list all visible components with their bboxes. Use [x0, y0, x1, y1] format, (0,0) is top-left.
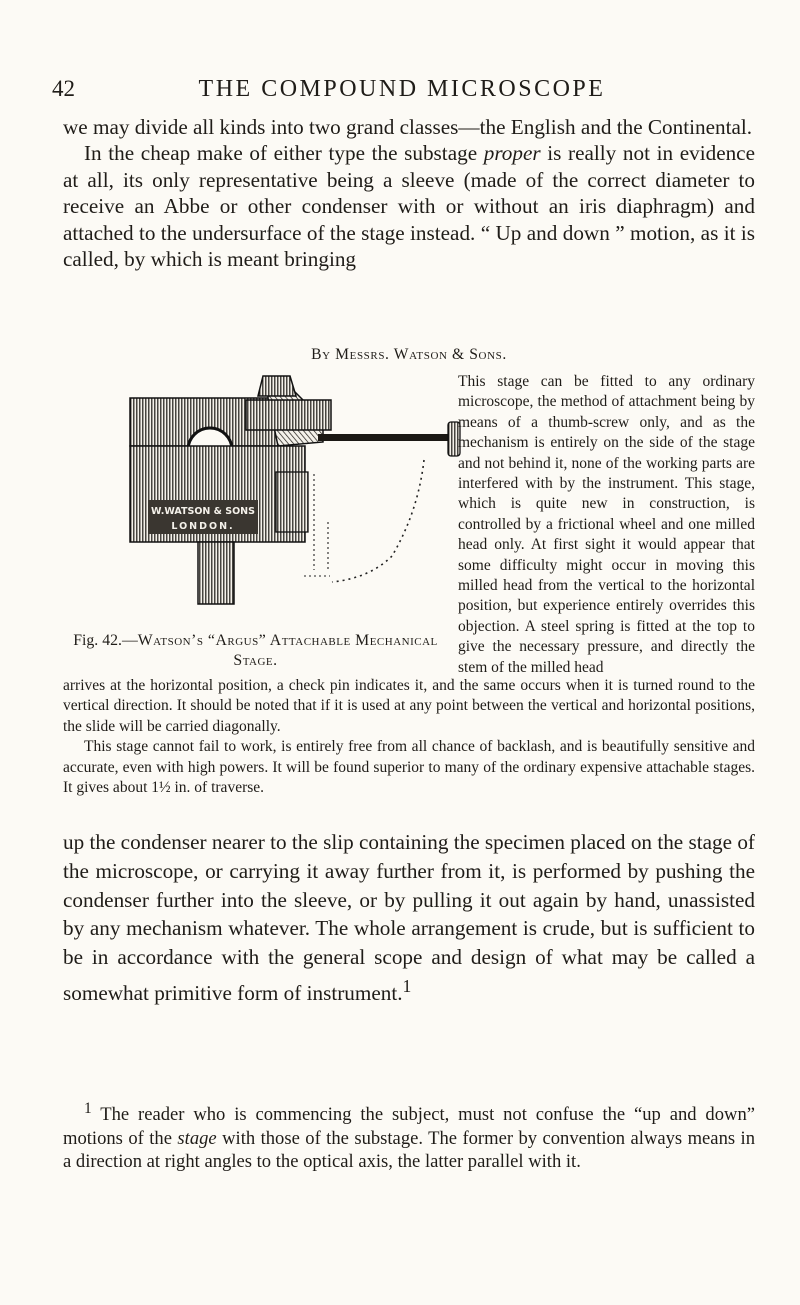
upper-body-text: [63, 114, 755, 272]
page-number: 42: [52, 76, 75, 101]
stage-bar: [318, 434, 448, 441]
figure-description-continued: arrives at the horizontal position, a check pin indicates it, and the same occurs when it is turned round to the vertical direction. It should be noted that if it is used at any point between the vertical and horizontal positions, the slide will be carried diagonally. This stage cannot fail to work, is entirely free from all chance of backlash, and is beautifully sensitive and accurate, even with high powers. It will be found superior to many of the ordinary expensive attachable stages. It gives about 1½ in. of traverse.: [63, 677, 755, 797]
lower-body-text: up the condenser nearer to the slip containing the specimen placed on the stage of the microscope, or carrying it away further from it, is performed by pushing the condenser further into the sleeve, or by pulling it out again by hand, unassisted by any mechanism whatever. The whole arrangement is crude, but is sufficient to be in accordance with the general scope and design of what may be called a somewhat primitive form of instrument.$^1$: [63, 830, 755, 1006]
figure-caption: Fig. 42.—Watson’s “Argus” Attachable Mechanical Stage.: [73, 632, 438, 669]
milled-head-top: [258, 376, 296, 396]
mechanical-stage-illustration: [118, 372, 478, 622]
emphasis-stage: stage: [177, 1127, 217, 1149]
paragraph-classes: we may divide all kinds into two grand classes—the English and the Continental.: [63, 115, 753, 139]
footnote-reference: 1: [402, 975, 412, 996]
engraving-city: LONDON.: [171, 521, 235, 532]
engraving-makers-name: W.WATSON & SONS: [151, 506, 255, 517]
figure-heading: By Messrs. Watson & Sons.: [311, 346, 507, 363]
emphasis-proper: proper: [483, 141, 541, 166]
figure-description-side: This stage can be fitted to any ordinary microscope, the method of attachment being by means of a thumb-screw only, and as the mechanism is entirely on the side of the stage and not behind it, none of the working parts are interfered with by the instrument. This stage, which is quite new in construction, is controlled by a frictional wheel and one milled head only. At first sight it would appear that some difficulty might occur in moving this milled head from the vertical to the horizontal position, but experience entirely overrides this objection. A steel spring is fitted at the top to give the necessary pressure, and directly the stem of the milled head: [458, 373, 755, 676]
footnote-marker: 1: [84, 1100, 92, 1117]
traverse-path-dotted: [332, 460, 424, 582]
page-header: [52, 76, 752, 112]
footnote: $^1$ The reader who is commencing the subject, must not confuse the “up and down” motions of the stage with those of the substage. The former by convention always means in a direction at right angles to the optical axis, the latter parallel with it.: [63, 1100, 755, 1173]
paragraph-substage: In the cheap make of either type the substage proper is really not in evidence at all, its only representative being a sleeve (made of the correct diameter to receive an Abbe or other condenser with or without an iris diaphragm) and attached to the undersurface of the stage instead. “ Up and down ” motion, as it is called, by which is meant bringing: [63, 141, 755, 272]
stage-upper-arm: [246, 400, 331, 430]
running-title: THE COMPOUND MICROSCOPE: [198, 76, 606, 102]
stage-stem: [198, 542, 234, 604]
pinion-box: [276, 472, 308, 532]
